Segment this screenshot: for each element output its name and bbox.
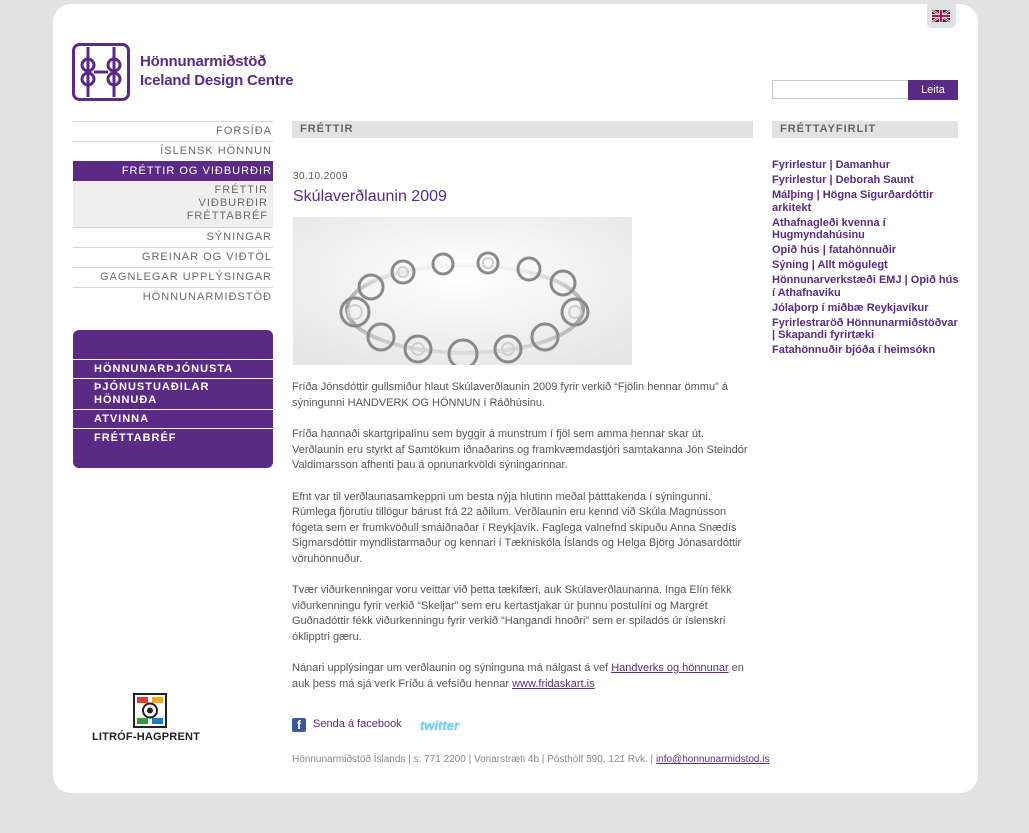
- language-switch[interactable]: [927, 4, 956, 28]
- article-body: [292, 380, 755, 708]
- services-item-frettabref[interactable]: FRÉTTABRÉF: [73, 428, 273, 447]
- logo-text-english: Iceland Design Centre: [140, 72, 294, 89]
- nav-item-forsida[interactable]: FORSÍÐA: [73, 121, 273, 141]
- overview-item[interactable]: Hönnunarverkstæði EMJ | Opið hús í Athafnaviku: [772, 274, 959, 299]
- overview-item[interactable]: Fyrirlestur | Deborah Saunt: [772, 174, 914, 186]
- share-facebook-link[interactable]: Senda á facebook: [313, 718, 402, 730]
- overview-item[interactable]: Opið hús | fatahönnuðir: [772, 244, 897, 256]
- uk-flag-icon[interactable]: [932, 10, 950, 22]
- facebook-icon[interactable]: f: [292, 718, 306, 732]
- subnav-item-frettabref[interactable]: FRÉTTABRÉF: [186, 210, 268, 222]
- nav-item-gagnlegar-upplysingar[interactable]: GAGNLEGAR UPPLÝSINGAR: [73, 267, 273, 287]
- services-item-thjonustuadilar[interactable]: ÞJÓNUSTUAÐILAR HÖNNUÐA: [73, 378, 273, 409]
- overview-section-header: FRÉTTAYFIRLIT: [772, 121, 958, 138]
- search-input[interactable]: [772, 80, 909, 99]
- share-bar: [292, 717, 592, 737]
- nav-item-honnunarmidstod[interactable]: HÖNNUNARMIÐSTÖÐ: [73, 287, 273, 307]
- sub-nav: [73, 181, 273, 227]
- nav-item-syningar[interactable]: SÝNINGAR: [73, 227, 273, 247]
- bracelet-photo: [293, 217, 632, 365]
- article-text: en auk þess má sjá verk Fríðu á vefsíðu hennar: [292, 662, 744, 690]
- article-paragraph: [292, 661, 755, 692]
- services-item-atvinna[interactable]: ATVINNA: [73, 409, 273, 428]
- article-title: Skúlaverðlaunin 2009: [293, 188, 447, 205]
- footer-address: Hönnunarmiðstöð Íslands | s: 771 2200 | Vonarstræti 4b | Pósthólf 590, 121 Rvk. |: [292, 754, 656, 765]
- overview-item[interactable]: Málþing | Högna Sigurðardóttir arkitekt: [772, 189, 934, 214]
- nav-item-frettir-og-vidburdir[interactable]: FRÉTTIR OG VIÐBURÐIR: [73, 161, 273, 181]
- footer-email-link[interactable]: info@honnunarmidstod.is: [655, 754, 770, 765]
- news-overview-list: [772, 159, 962, 359]
- services-list: [73, 359, 273, 447]
- sponsor-logo[interactable]: [87, 693, 205, 748]
- article-paragraph: Fríða hannaði skartgripalínu sem byggir á munstrum í fjöl sem amma hennar skar út. Verðlaunin eru styrkt af Samtökum iðnaðarins og framkvæmdastjóri samtakanna Jón Steindór Valdimarsson afhenti þau á opnunarkvöldi sýningarinnar.: [292, 428, 748, 471]
- services-box: [73, 330, 273, 468]
- handverk-og-honnun-link[interactable]: Handverks og hönnunar: [611, 662, 729, 674]
- sponsor-name: LITRÓF-HAGPRENT: [91, 731, 201, 743]
- nav-item-islensk-honnun[interactable]: ÍSLENSK HÖNNUN: [73, 141, 273, 161]
- sponsor-mark-icon: [133, 693, 167, 728]
- article-paragraph: Fríða Jónsdóttir gullsmiður hlaut Skúlaverðlaunin 2009 fyrir verkið “Fjölin hennar ömmu” á sýningunni HANDVERK OG HÖNNUN í Ráðhúsinu.: [292, 381, 728, 409]
- subnav-item-frettir[interactable]: FRÉTTIR: [214, 184, 268, 196]
- twitter-icon[interactable]: twitter: [420, 718, 459, 733]
- nav-item-greinar-og-vidtol[interactable]: GREINAR OG VIÐTÖL: [73, 247, 273, 267]
- news-section-header: FRÉTTIR: [292, 121, 753, 138]
- main-nav: [73, 121, 273, 307]
- overview-item[interactable]: Fatahönnuðir bjóða í heimsókn: [772, 344, 936, 356]
- article-date: 30.10.2009: [293, 171, 349, 182]
- subnav-item-vidburdir[interactable]: VIÐBURÐIR: [198, 197, 268, 209]
- fridaskart-link[interactable]: www.fridaskart.is: [512, 677, 595, 690]
- logo-mark-icon: [72, 43, 130, 101]
- article-paragraph: Efnt var til verðlaunasamkeppni um besta nýja hlutinn meðal þátttakenda í sýningunni. Rúmlega fjörutíu tillögur bárust frá 22 aðilum. Verðlaunin eru kennd við Skúla Magnússon fógeta sem er frumkvöðull smáiðnaðar í Reykjavík. Faglega valnefnd skipuðu Anna Snædís Sigmarsdóttir myndlistarmaður og kennari í Tækniskóla Íslands og Helga Björg Jónasardóttir vöruhönnuður.: [292, 490, 742, 565]
- page: [53, 4, 978, 793]
- article-text: Nánari upplýsingar um verðlaunin og sýninguna má nálgast á vef: [292, 662, 612, 674]
- services-item-honnunarthjonusta[interactable]: HÖNNUNARÞJÓNUSTA: [73, 359, 273, 378]
- article-paragraph: Tvær viðurkenningar voru veittar við þetta tækifæri, auk Skúlaverðlaunanna. Inga Elín fékk viðurkenningu fyrir verkið “Skeljar” sem eru kertastjakar úr þunnu postulíni og Margrét Guðnadóttir fékk viðurkenningu fyrir verkið “Hangandi hnoðri” sem er spiladós úr íslenskri óklipptri gæru.: [292, 584, 732, 643]
- logo-text-icelandic: Hönnunarmiðstöð: [140, 53, 267, 70]
- footer: [292, 754, 770, 765]
- overview-item[interactable]: Fyrirlestur | Damanhur: [772, 159, 890, 171]
- overview-item[interactable]: Fyrirlestraröð Hönnunarmiðstöðvar | Skapandi fyrirtæki: [772, 316, 958, 341]
- search-button[interactable]: Leita: [908, 80, 958, 100]
- overview-item[interactable]: Athafnagleði kvenna í Hugmyndahúsinu: [772, 216, 886, 241]
- site-logo[interactable]: [72, 43, 312, 103]
- overview-item[interactable]: Sýning | Allt mögulegt: [772, 259, 888, 271]
- overview-item[interactable]: Jólaþorp í miðbæ Reykjavíkur: [772, 301, 929, 314]
